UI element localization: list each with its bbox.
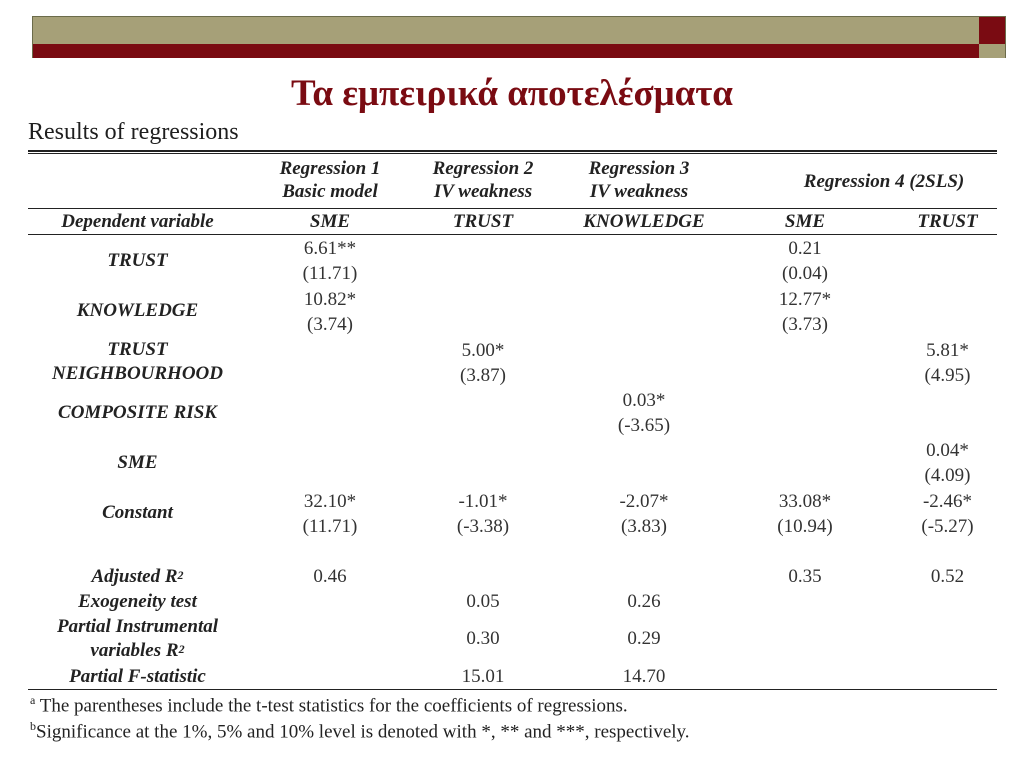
row-label-partial-f-statistic: Partial F-statistic: [69, 666, 206, 687]
cell-knowledge-reg4: 12.77* (3.73): [778, 289, 832, 335]
cell-partial-f-reg2: 15.01: [461, 666, 505, 687]
cell-constant-reg4-sme: 33.08* (10.94): [777, 491, 833, 537]
cell-constant-reg3: -2.07* (3.83): [619, 491, 669, 537]
column-header-regression-4: Regression 4 (2SLS): [803, 171, 965, 192]
row-label-knowledge: KNOWLEDGE: [76, 300, 199, 321]
row-label-exogeneity-test: Exogeneity test: [78, 591, 197, 612]
row-label-adjusted-r2: Adjusted $R^2$: [91, 566, 184, 587]
dependent-variable-reg3: KNOWLEDGE: [583, 211, 705, 232]
dependent-variable-reg2: TRUST: [452, 211, 514, 232]
cell-trust-neighbourhood-reg2: 5.00* (3.87): [460, 340, 506, 386]
table-bottom-rule: [28, 689, 997, 690]
cell-trust-reg4: 0.21 (0.04): [782, 238, 828, 284]
column-header-regression-3: Regression 3 IV weakness: [588, 158, 690, 202]
row-label-partial-iv-r2: Partial Instrumental variables $R^2$: [56, 616, 219, 661]
column-header-regression-2: Regression 2 IV weakness: [432, 158, 534, 202]
table-top-rule: [28, 150, 997, 152]
cell-adjusted-r2-reg4-sme: 0.35: [788, 566, 822, 587]
cell-trust-neighbourhood-reg4: 5.81* (4.95): [924, 340, 971, 386]
cell-adjusted-r2-reg1: 0.46: [313, 566, 347, 587]
row-label-trust-neighbourhood: TRUST NEIGHBOURHOOD: [51, 339, 224, 384]
banner-olive-bar: [33, 17, 979, 44]
cell-constant-reg1: 32.10* (11.71): [302, 491, 358, 537]
row-label-composite-risk: COMPOSITE RISK: [58, 402, 217, 423]
dependent-variable-label: Dependent variable: [61, 211, 214, 232]
cell-adjusted-r2-reg4-trust: 0.52: [930, 566, 965, 587]
cell-exogeneity-reg3: 0.26: [627, 591, 661, 612]
cell-constant-reg2: -1.01* (-3.38): [456, 491, 510, 537]
cell-composite-risk-reg3: 0.03* (-3.65): [617, 390, 671, 436]
cell-knowledge-reg1: 10.82* (3.74): [303, 289, 357, 335]
cell-exogeneity-reg2: 0.05: [466, 591, 500, 612]
slide-title: Τα εμπειρικά αποτελέσματα: [291, 73, 733, 114]
cell-partial-f-reg3: 14.70: [622, 666, 666, 687]
dependent-variable-reg1: SME: [309, 211, 351, 232]
banner-olive-square: [979, 44, 1005, 58]
row-label-sme: SME: [117, 452, 158, 473]
dependent-variable-reg4-trust: TRUST: [917, 211, 978, 232]
row-label-trust: TRUST: [107, 250, 168, 271]
header-banner: [32, 16, 1006, 58]
cell-trust-reg1: 6.61** (11.71): [302, 238, 358, 284]
cell-partial-iv-r2-reg3: 0.29: [627, 628, 661, 649]
banner-red-square: [979, 17, 1005, 44]
footnote-a: $^a$ The parentheses include the t-test statistics for the coefficients of regressions.: [30, 693, 628, 717]
footnote-b: $^b$Significance at the 1%, 5% and 10% level is denoted with *, ** and ***, respectively.: [30, 719, 690, 743]
column-header-regression-1: Regression 1 Basic model: [279, 158, 381, 202]
cell-partial-iv-r2-reg2: 0.30: [466, 628, 500, 649]
dependent-variable-reg4-sme: SME: [784, 211, 826, 232]
row-label-constant: Constant: [102, 502, 173, 523]
cell-sme-reg4: 0.04* (4.09): [924, 440, 971, 486]
cell-constant-reg4-trust: -2.46* (-5.27): [921, 491, 974, 537]
dependent-variable-rule: [28, 234, 997, 235]
header-rule: [28, 208, 997, 209]
table-top-rule-thin: [28, 153, 997, 154]
results-heading: Results of regressions: [28, 119, 239, 145]
banner-maroon-bar: [33, 44, 979, 58]
